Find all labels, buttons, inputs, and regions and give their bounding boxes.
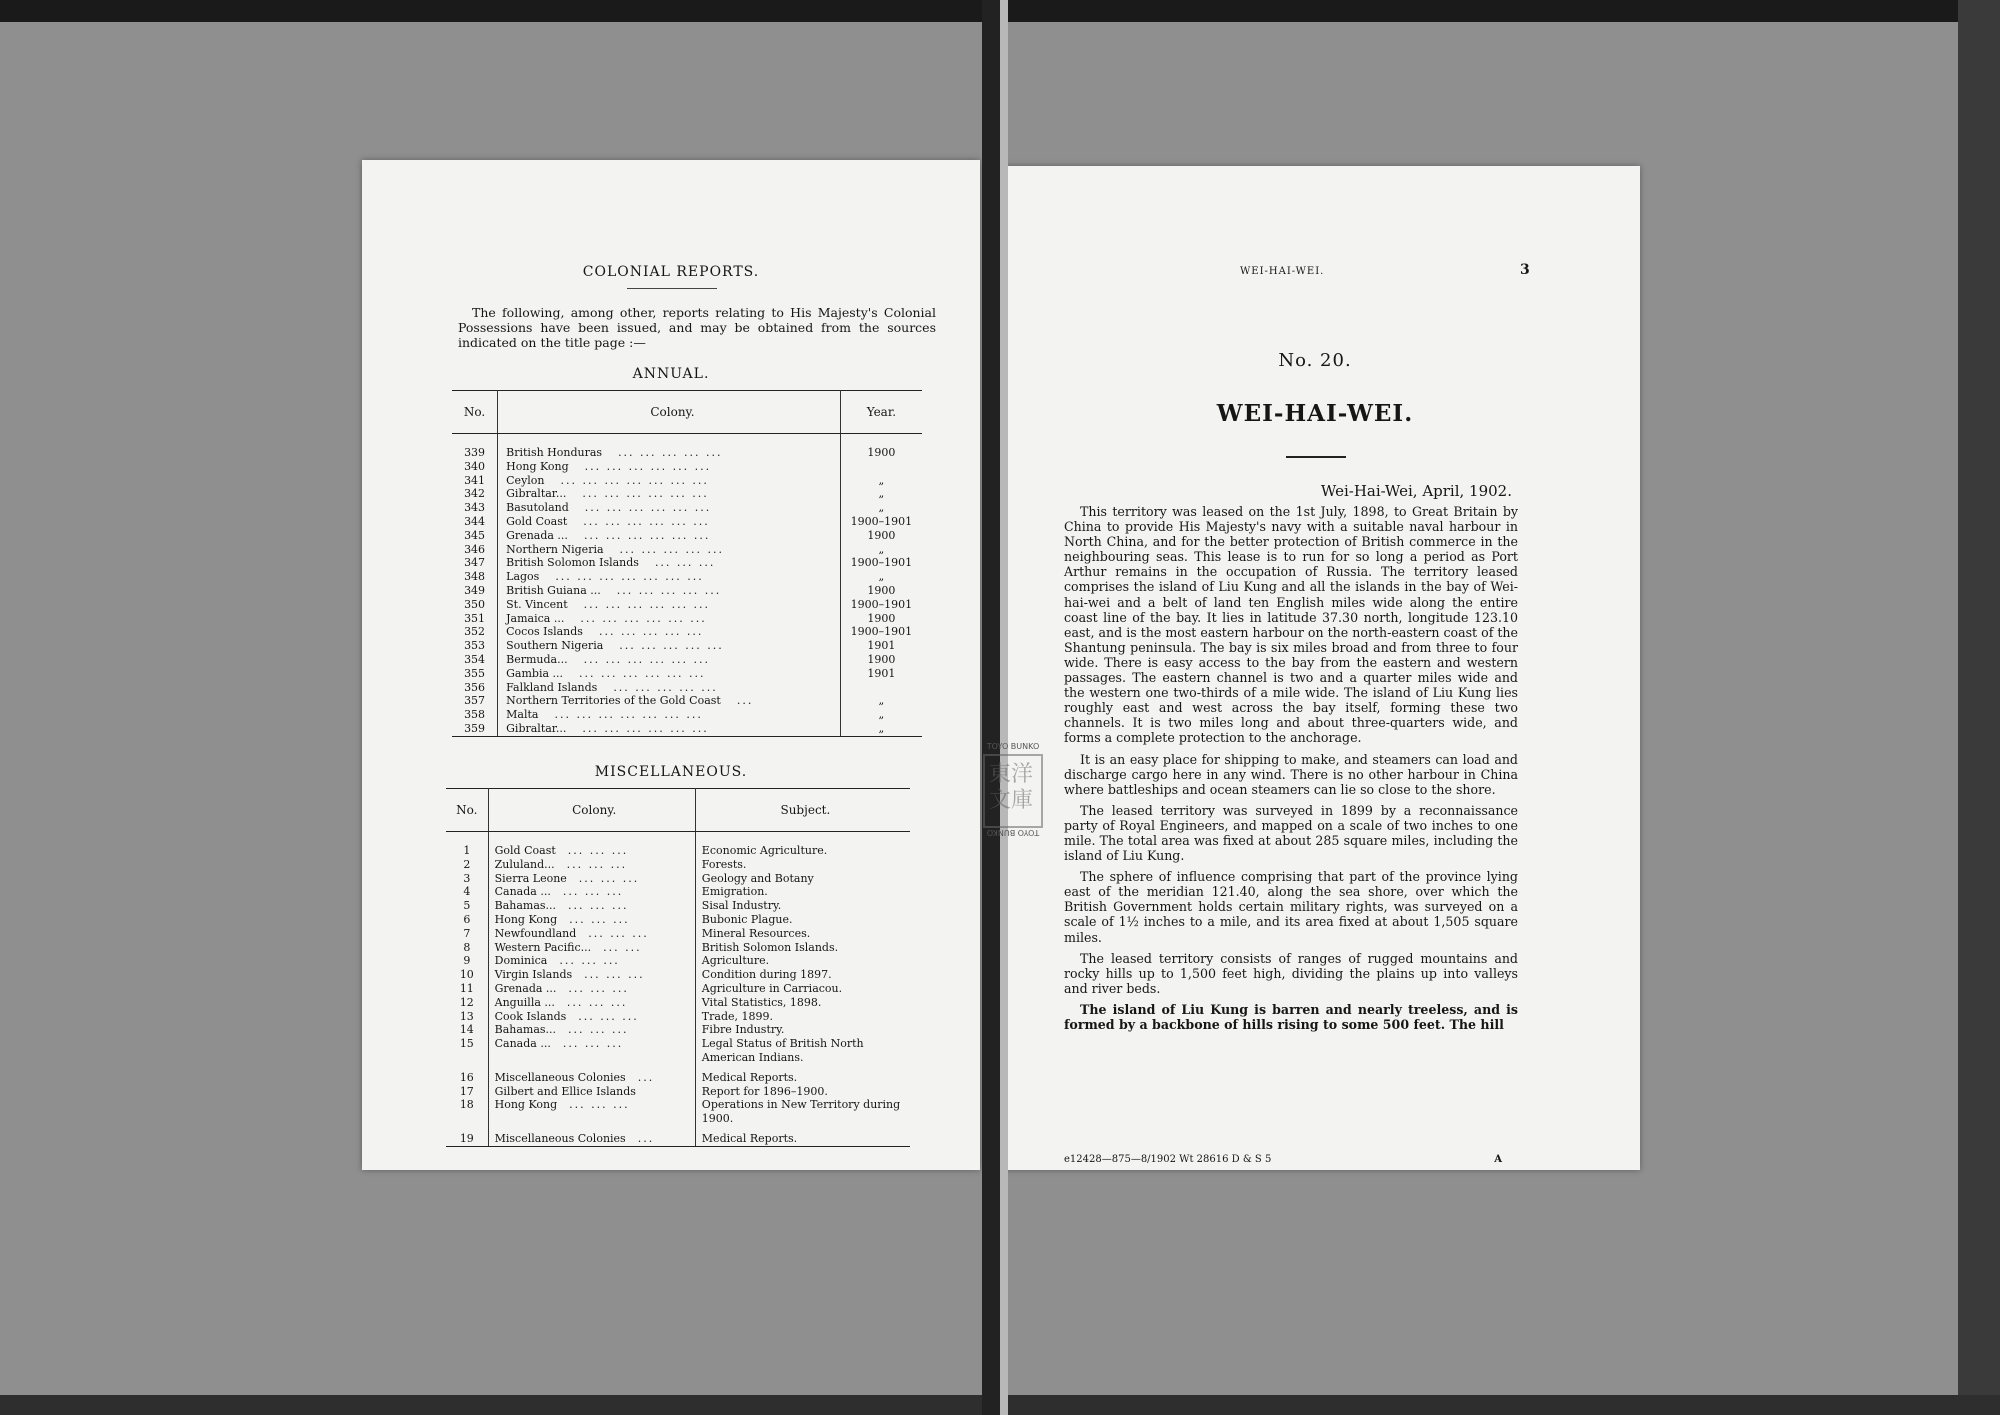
leader-dots: ... ... ... <box>567 844 629 857</box>
row-number: 355 <box>452 667 498 681</box>
table-row <box>452 487 922 501</box>
colony-name: Miscellaneous Colonies <box>494 1070 626 1084</box>
colony-name: Dominica <box>494 954 548 968</box>
colony-name: Virgin Islands <box>494 968 573 982</box>
table-row <box>452 639 922 653</box>
row-year: 1900–1901 <box>850 556 913 570</box>
stamp-seal: 東洋文庫 <box>988 762 1033 813</box>
table-row <box>452 681 922 695</box>
leader-dots: ... ... ... <box>566 995 628 1009</box>
leader-dots: ... ... ... <box>578 871 640 885</box>
row-number: 344 <box>452 515 498 529</box>
misc-table <box>446 788 910 1147</box>
row-colony <box>498 446 841 460</box>
row-colony <box>498 653 841 667</box>
book-spine-shadow <box>982 0 1000 1415</box>
row-colony <box>488 1023 695 1037</box>
table-row <box>446 1126 910 1146</box>
colony-name: Canada ... <box>494 1037 551 1051</box>
colony-name: Lagos <box>506 570 540 584</box>
row-colony <box>498 639 841 653</box>
row-number: 357 <box>452 694 498 708</box>
colony-name: Cook Islands <box>494 1009 567 1023</box>
table-row <box>446 996 910 1010</box>
row-year: 1900 <box>867 528 896 542</box>
row-colony <box>488 913 695 927</box>
leader-dots: ... ... ... <box>584 968 645 982</box>
row-colony <box>498 570 841 584</box>
colony-name: Zululand... <box>494 857 555 871</box>
table-row <box>446 844 910 858</box>
leader-dots: ... ... ... <box>562 1037 624 1051</box>
report-title: WEI-HAI-WEI. <box>1216 400 1414 427</box>
colony-name: Malta <box>506 708 539 722</box>
table-row <box>452 556 922 570</box>
row-year <box>840 681 922 695</box>
row-year: „ <box>878 473 885 487</box>
leader-dots: ... ... ... ... ... ... <box>582 487 709 501</box>
row-number: 11 <box>446 982 488 996</box>
row-subject: Fibre Industry. <box>701 1023 785 1037</box>
signature-mark: A <box>1494 1154 1502 1165</box>
col-header-subject: Subject. <box>695 789 910 832</box>
row-number: 345 <box>452 529 498 543</box>
row-colony <box>488 982 695 996</box>
table-row <box>452 501 922 515</box>
row-year: „ <box>878 570 885 584</box>
row-number: 339 <box>452 446 498 460</box>
leader-dots: ... ... ... ... ... <box>619 542 724 556</box>
colony-name: Gambia ... <box>506 666 564 680</box>
body-paragraph: The leased territory was surveyed in 1899 by a reconnaissance party of Royal Engineers, and mapped on a scale of two inches to one mile. The total area was fixed at about 285 square miles, including the island of Liu Kung. <box>1064 802 1518 864</box>
colony-name: Gold Coast <box>494 844 556 857</box>
row-colony <box>488 899 695 913</box>
row-number: 356 <box>452 681 498 695</box>
colony-name: British Honduras <box>506 446 603 459</box>
table-row <box>446 1023 910 1037</box>
row-subject: Bubonic Plague. <box>701 912 793 926</box>
table-row <box>452 584 922 598</box>
row-number: 352 <box>452 625 498 639</box>
table-row <box>452 529 922 543</box>
book-gutter <box>1000 0 1008 1415</box>
table-row <box>452 694 922 708</box>
table-row <box>446 1098 910 1126</box>
annual-table-body <box>452 434 922 737</box>
row-number: 16 <box>446 1065 488 1085</box>
table-row <box>452 515 922 529</box>
leader-dots: ... ... ... <box>578 1009 639 1023</box>
table-row <box>452 722 922 736</box>
col-header-year: Year. <box>840 391 922 434</box>
table-row <box>452 446 922 460</box>
body-paragraph: This territory was leased on the 1st July, 1898, to Great Britain by China to provide His Majesty's navy with a suitable naval harbour in North China, and for the better protection of British commerce in the neighbouring seas. This lease is to run for so long a period as Port Arthur remains in the occupation of Russia. The territory leased comprises the island of Liu Kung and all the islands in the bay of Wei-hai-wei and a belt of land ten English miles wide along the entire coast line of the bay. It lies in latitude 37.30 north, longitude 123.10 east, and is the most eastern harbour on the north-eastern coast of the Shantung peninsula. The bay is six miles broad and from three to four wide. There is easy access to the bay from the eastern and western passages. The eastern channel is two and a quarter miles wide and the western one two-thirds of a mile wide. The island of Liu Kung lies roughly east and west across the bay itself, forming these two channels. It is two miles long and about three-quarters wide, and forms a complete protection to the anchorage. <box>1064 504 1518 746</box>
row-colony <box>498 667 841 681</box>
row-number: 359 <box>452 722 498 736</box>
row-colony <box>498 598 841 612</box>
row-colony <box>498 487 841 501</box>
table-row <box>446 941 910 955</box>
misc-heading: MISCELLANEOUS. <box>594 764 748 780</box>
annual-heading: ANNUAL. <box>632 366 710 382</box>
leader-dots: ... ... ... ... ... ... <box>583 652 711 666</box>
leader-dots: ... <box>637 1070 655 1084</box>
leader-dots: ... ... ... <box>559 954 620 968</box>
colony-name: Gibraltar... <box>506 721 567 735</box>
leader-dots: ... ... ... <box>562 885 624 899</box>
table-row <box>446 1085 910 1099</box>
table-spacer-row <box>446 832 910 845</box>
row-colony <box>488 1085 695 1099</box>
leader-dots: ... ... ... ... ... ... <box>579 666 706 680</box>
row-number: 4 <box>446 885 488 899</box>
table-row <box>452 708 922 722</box>
colony-name: Miscellaneous Colonies <box>494 1131 626 1145</box>
row-subject: Geology and Botany <box>701 871 814 885</box>
row-subject: Forests. <box>701 857 747 871</box>
colony-name: Canada ... <box>494 885 551 899</box>
colony-name: Anguilla ... <box>494 995 555 1009</box>
row-colony <box>498 722 841 736</box>
row-colony <box>498 474 841 488</box>
row-year: 1900 <box>867 652 896 666</box>
intro-paragraph: The following, among other, reports relating to His Majesty's Colonial Possessions have been issued, and may be obtained from the sources indicated on the title page :— <box>458 305 936 350</box>
leader-dots: ... ... ... ... ... ... ... <box>555 570 704 584</box>
row-number: 7 <box>446 927 488 941</box>
row-year: 1901 <box>867 639 896 653</box>
row-colony <box>488 885 695 899</box>
row-colony <box>498 694 841 708</box>
row-colony <box>498 708 841 722</box>
leader-dots: ... ... ... <box>566 857 628 871</box>
leader-dots: ... ... ... ... ... ... <box>584 459 712 473</box>
body-paragraph: The island of Liu Kung is barren and nearly treeless, and is formed by a backbone of hills rising to some 500 feet. The hill <box>1064 1001 1518 1032</box>
scanner-right-edge <box>1958 0 2000 1415</box>
print-code: e12428—875—8/1902 Wt 28616 D & S 5 <box>1064 1154 1272 1165</box>
row-colony <box>488 941 695 955</box>
row-year: „ <box>878 694 885 708</box>
stamp-top-text: TOYO BUNKO <box>986 742 1040 751</box>
colony-name: Bahamas... <box>494 899 557 913</box>
row-number: 18 <box>446 1098 488 1126</box>
leader-dots: ... ... ... <box>569 912 630 926</box>
table-row <box>452 612 922 626</box>
table-row <box>452 598 922 612</box>
col-header-colony: Colony. <box>498 391 841 434</box>
leader-dots: ... ... ... ... ... ... ... <box>560 473 709 487</box>
row-number: 2 <box>446 858 488 872</box>
table-row <box>446 858 910 872</box>
row-number: 5 <box>446 899 488 913</box>
row-colony <box>488 996 695 1010</box>
leader-dots: ... ... ... ... ... ... <box>580 611 707 625</box>
row-number: 13 <box>446 1010 488 1024</box>
row-number: 14 <box>446 1023 488 1037</box>
leader-dots: ... ... ... ... ... <box>616 583 722 597</box>
row-year: 1900–1901 <box>850 625 913 639</box>
annual-table <box>452 390 922 737</box>
row-number: 8 <box>446 941 488 955</box>
colony-name: Newfoundland <box>494 926 577 940</box>
row-number: 341 <box>452 474 498 488</box>
body-paragraph: The leased territory consists of ranges of rugged mountains and rocky hills up to 1,500 feet high, dividing the plains up into valleys and river beds. <box>1064 950 1518 996</box>
row-subject: Agriculture. <box>701 954 770 968</box>
row-colony <box>488 844 695 858</box>
row-colony <box>498 556 841 570</box>
colonial-reports-title: COLONIAL REPORTS. <box>582 264 760 280</box>
leader-dots: ... ... ... ... ... <box>618 446 723 459</box>
row-colony <box>488 1065 695 1085</box>
row-number: 3 <box>446 872 488 886</box>
leader-dots: ... ... ... ... ... ... <box>584 501 712 515</box>
table-row <box>446 1065 910 1085</box>
row-subject: Sisal Industry. <box>701 899 782 913</box>
row-year: 1901 <box>867 666 896 680</box>
printer-footer <box>1064 1154 1518 1165</box>
row-subject: Vital Statistics, 1898. <box>701 995 822 1009</box>
table-row <box>452 570 922 584</box>
colony-name: Hong Kong <box>494 1098 558 1112</box>
colony-name: Gibraltar... <box>506 487 567 501</box>
row-year <box>840 460 922 474</box>
colony-name: Sierra Leone <box>494 871 567 885</box>
row-year: 1900 <box>867 446 896 459</box>
table-row <box>446 968 910 982</box>
row-number: 340 <box>452 460 498 474</box>
page-number: 3 <box>1520 262 1530 278</box>
colony-name: Northern Territories of the Gold Coast <box>506 694 721 708</box>
row-year: 1900–1901 <box>850 514 913 528</box>
leader-dots: ... <box>637 1131 655 1145</box>
row-colony <box>498 515 841 529</box>
library-stamp <box>983 742 1041 838</box>
row-colony <box>488 872 695 886</box>
row-year: 1900 <box>867 611 896 625</box>
row-number: 10 <box>446 968 488 982</box>
row-number: 17 <box>446 1085 488 1099</box>
row-number: 348 <box>452 570 498 584</box>
row-colony <box>488 1010 695 1024</box>
table-row <box>452 474 922 488</box>
table-row <box>452 460 922 474</box>
colony-name: Western Pacific... <box>494 940 592 954</box>
colony-name: Jamaica ... <box>506 611 565 625</box>
leader-dots: ... ... ... ... ... ... <box>583 597 711 611</box>
body-paragraph: The sphere of influence comprising that part of the province lying east of the meridian 121.40, along the sea shore, over which the British Government holds certain military rights, was surveyed on a scale of 1½ inches to a mile, and its area fixed at about 1,505 square miles. <box>1064 869 1518 945</box>
report-number: No. 20. <box>1278 350 1352 371</box>
table-row <box>452 625 922 639</box>
row-colony <box>488 1126 695 1146</box>
row-number: 15 <box>446 1037 488 1065</box>
col-header-no: No. <box>452 391 498 434</box>
table-row <box>446 982 910 996</box>
row-colony <box>488 858 695 872</box>
row-colony <box>498 529 841 543</box>
table-row <box>446 1010 910 1024</box>
title-rule <box>1286 456 1346 458</box>
row-number: 343 <box>452 501 498 515</box>
leader-dots: ... ... ... <box>654 556 716 570</box>
row-number: 342 <box>452 487 498 501</box>
table-row <box>452 653 922 667</box>
colony-name: Grenada ... <box>506 528 568 542</box>
leader-dots: ... ... ... ... ... ... <box>583 514 710 528</box>
row-subject: Legal Status of British North American Indians. <box>701 1037 864 1064</box>
table-row <box>446 1037 910 1065</box>
row-colony <box>498 460 841 474</box>
row-subject: Trade, 1899. <box>701 1009 773 1023</box>
table-row <box>452 543 922 557</box>
leader-dots: ... ... <box>603 940 642 954</box>
row-number: 353 <box>452 639 498 653</box>
row-colony <box>498 543 841 557</box>
row-number: 1 <box>446 844 488 858</box>
colony-name: Northern Nigeria <box>506 542 604 556</box>
row-subject: British Solomon Islands. <box>701 940 839 954</box>
row-number: 349 <box>452 584 498 598</box>
row-colony <box>488 927 695 941</box>
colony-name: Falkland Islands <box>506 680 598 694</box>
stamp-bottom-text: TOYO BUNKO <box>986 828 1040 837</box>
row-year: 1900 <box>867 583 896 597</box>
row-number: 351 <box>452 612 498 626</box>
table-row <box>446 885 910 899</box>
row-number: 350 <box>452 598 498 612</box>
leader-dots: ... ... ... <box>568 981 629 995</box>
colony-name: Grenada ... <box>494 981 557 995</box>
row-number: 347 <box>452 556 498 570</box>
colony-name: Basutoland <box>506 501 569 515</box>
row-number: 346 <box>452 543 498 557</box>
row-colony <box>498 681 841 695</box>
colony-name: Gold Coast <box>506 514 568 528</box>
row-subject: Operations in New Territory during 1900. <box>701 1098 901 1126</box>
row-number: 358 <box>452 708 498 722</box>
row-number: 12 <box>446 996 488 1010</box>
colony-name: Hong Kong <box>494 912 558 926</box>
colony-name: Hong Kong <box>506 459 569 473</box>
row-colony <box>498 625 841 639</box>
right-page <box>990 166 1640 1170</box>
table-row <box>452 667 922 681</box>
col-header-colony: Colony. <box>488 789 695 832</box>
row-colony <box>488 954 695 968</box>
row-colony <box>488 968 695 982</box>
row-colony <box>498 584 841 598</box>
leader-dots: ... ... ... <box>588 926 649 940</box>
title-rule <box>627 288 717 289</box>
colony-name: Ceylon <box>506 473 545 487</box>
table-row <box>446 899 910 913</box>
dateline: Wei-Hai-Wei, April, 1902. <box>1320 482 1512 500</box>
body-paragraph: It is an easy place for shipping to make, and steamers can load and discharge cargo here in any wind. There is no other harbour in China where battleships and ocean steamers can lie so close to the shore. <box>1064 751 1518 797</box>
leader-dots: ... ... ... <box>569 1098 630 1112</box>
colony-name: Gilbert and Ellice Islands <box>494 1084 636 1098</box>
report-body <box>1064 504 1518 1038</box>
table-row <box>446 872 910 886</box>
row-year: „ <box>878 708 885 722</box>
row-year: „ <box>878 501 885 515</box>
colony-name: Bermuda... <box>506 652 568 666</box>
row-colony <box>488 1037 695 1065</box>
row-year: 1900–1901 <box>850 597 913 611</box>
row-number: 19 <box>446 1126 488 1146</box>
row-subject: Agriculture in Carriacou. <box>701 981 843 995</box>
row-number: 9 <box>446 954 488 968</box>
row-subject: Emigration. <box>701 885 768 899</box>
leader-dots: ... ... ... <box>568 1023 629 1037</box>
row-colony <box>498 501 841 515</box>
row-subject: Medical Reports. <box>695 1126 910 1146</box>
leader-dots: ... ... ... ... ... <box>613 680 718 694</box>
left-page <box>362 160 980 1170</box>
row-colony <box>498 612 841 626</box>
table-row <box>446 954 910 968</box>
running-head: WEI-HAI-WEI. <box>1240 266 1325 277</box>
leader-dots: ... ... ... <box>568 899 629 913</box>
colony-name: Cocos Islands <box>506 625 583 639</box>
row-subject: Medical Reports. <box>701 1070 798 1084</box>
colony-name: British Guiana ... <box>506 583 601 597</box>
row-year: „ <box>878 487 885 501</box>
leader-dots: ... ... ... ... ... <box>598 625 704 639</box>
leader-dots: ... <box>736 694 754 708</box>
table-row <box>446 913 910 927</box>
row-number: 354 <box>452 653 498 667</box>
table-spacer-row <box>452 434 922 447</box>
row-subject: Condition during 1897. <box>701 968 832 982</box>
table-row <box>446 927 910 941</box>
row-subject: Report for 1896–1900. <box>701 1084 828 1098</box>
row-year: „ <box>840 722 922 736</box>
colony-name: St. Vincent <box>506 597 568 611</box>
colony-name: Bahamas... <box>494 1023 557 1037</box>
leader-dots: ... ... ... ... ... ... <box>582 721 709 735</box>
row-colony <box>488 1098 695 1126</box>
misc-table-body <box>446 832 910 1147</box>
row-subject: Mineral Resources. <box>701 926 811 940</box>
col-header-no: No. <box>446 789 488 832</box>
row-year: „ <box>878 542 885 556</box>
leader-dots: ... ... ... ... ... ... ... <box>554 708 703 722</box>
row-subject: Economic Agriculture. <box>701 844 828 857</box>
colony-name: British Solomon Islands <box>506 556 639 570</box>
colony-name: Southern Nigeria <box>506 639 604 653</box>
leader-dots: ... ... ... ... ... <box>619 639 724 653</box>
leader-dots: ... ... ... ... ... ... <box>583 528 711 542</box>
row-number: 6 <box>446 913 488 927</box>
